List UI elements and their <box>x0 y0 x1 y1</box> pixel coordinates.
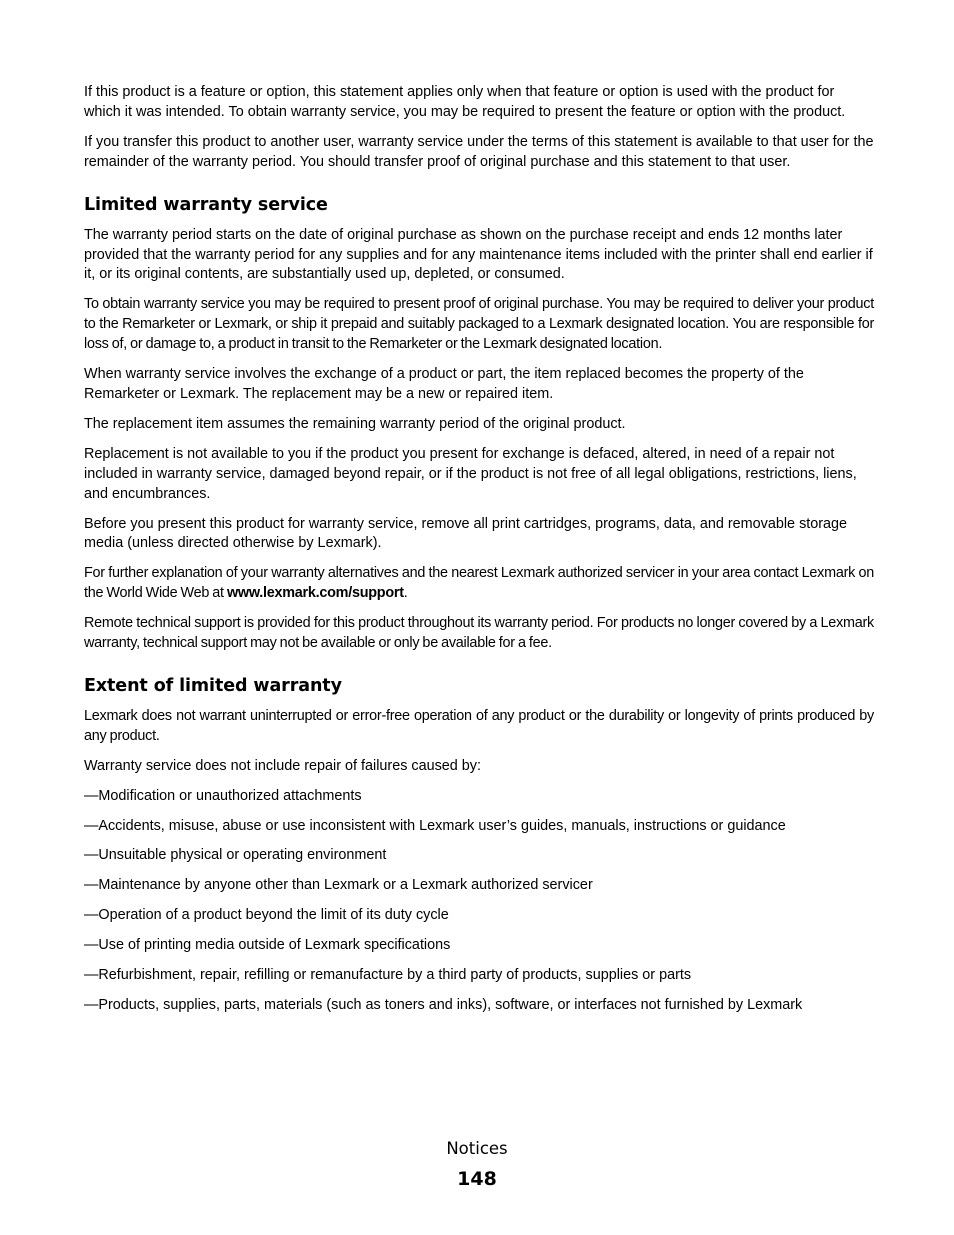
footer-section-title: Notices <box>446 1139 508 1158</box>
warranty-service-paragraph-5: Replacement is not available to you if the product you present for exchange is defaced, altered, in need of a repair not included in warranty service, damaged beyond repair, or if the product is not free of all legal obligations, restrictions, liens, and encumbrances. <box>84 445 857 502</box>
exclusion-list <box>84 787 874 1016</box>
warranty-service-paragraph-6: Before you present this product for warranty service, remove all print cartridges, programs, data, and removable storage media (unless directed otherwise by Lexmark). <box>84 515 848 552</box>
list-item: —Maintenance by anyone other than Lexmark or a Lexmark authorized servicer <box>84 877 593 894</box>
warranty-service-paragraph-1: The warranty period starts on the date of original purchase as shown on the purchase receipt and ends 12 months later provided that the warranty period for any supplies and for any maintenance items included with the printer shall end earlier if it, or its original contents, are substantially used up, depleted, or consumed. <box>84 226 873 283</box>
warranty-service-paragraph-7 <box>84 564 874 604</box>
support-url: www.lexmark.com/support <box>226 585 404 602</box>
list-item: —Operation of a product beyond the limit of its duty cycle <box>84 907 449 924</box>
list-item: —Modification or unauthorized attachments <box>84 787 362 804</box>
document-body <box>84 83 874 1026</box>
extent-paragraph-1: Lexmark does not warrant uninterrupted or error-free operation of any product or the durability or longevity of prints produced by any product. <box>84 707 874 744</box>
section-heading-limited-warranty-service: Limited warranty service <box>84 194 328 215</box>
support-text-after-link: . <box>403 585 408 602</box>
section-heading-extent-of-limited-warranty: Extent of limited warranty <box>84 675 342 696</box>
warranty-service-paragraph-3: When warranty service involves the exchange of a product or part, the item replaced becomes the property of the Remarketer or Lexmark. The replacement may be a new or repaired item. <box>84 366 804 402</box>
warranty-service-paragraph-8: Remote technical support is provided for this product throughout its warranty period. For products no longer covered by a Lexmark warranty, technical support may not be available or only be available for a fee. <box>84 615 874 652</box>
warranty-service-paragraph-4: The replacement item assumes the remaining warranty period of the original product. <box>84 415 626 432</box>
list-item: —Unsuitable physical or operating environment <box>84 847 387 864</box>
warranty-service-paragraph-2: To obtain warranty service you may be required to present proof of original purchase. You may be required to deliver your product to the Remarketer or Lexmark, or ship it prepaid and suitably packaged to a Lexmark designated location. You are responsible for loss of, or damage to, a product in transit to the Remarketer or the Lexmark designated location. <box>84 296 874 353</box>
intro-paragraph-2: If you transfer this product to another user, warranty service under the terms of this statement is available to that user for the remainder of the warranty period. You should transfer proof of original purchase and this statement to that user. <box>84 133 874 170</box>
list-item: —Products, supplies, parts, materials (such as toners and inks), software, or interfaces not furnished by Lexmark <box>84 997 803 1013</box>
list-item: —Refurbishment, repair, refilling or remanufacture by a third party of products, supplies or parts <box>84 967 692 984</box>
intro-paragraph-1: If this product is a feature or option, this statement applies only when that feature or option is used with the product for which it was intended. To obtain warranty service, you may be required to present the feature or option with the product. <box>84 84 846 120</box>
page-number: 148 <box>457 1168 497 1190</box>
list-item: —Use of printing media outside of Lexmark specifications <box>84 937 451 954</box>
support-text-before-link: For further explanation of your warranty alternatives and the nearest Lexmark authorized servicer in your area contact Lexmark on the World Wide Web at <box>84 565 874 602</box>
extent-paragraph-2: Warranty service does not include repair of failures caused by: <box>84 757 481 774</box>
list-item: —Accidents, misuse, abuse or use inconsistent with Lexmark user’s guides, manuals, instructions or guidance <box>84 817 786 834</box>
